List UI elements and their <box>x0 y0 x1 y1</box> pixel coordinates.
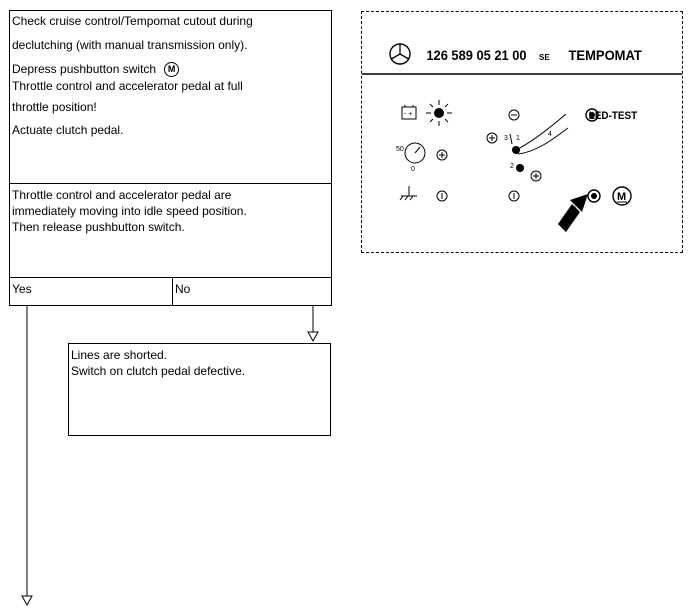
terminal-icon <box>437 191 447 201</box>
switch-button-icon <box>588 190 600 202</box>
step-text-1: Check cruise control/Tempomat cutout during <box>12 14 253 28</box>
step-text-3 <box>12 62 179 77</box>
part-number: 126 589 05 21 00 <box>426 47 527 64</box>
m-switch-icon <box>613 187 631 205</box>
result-text-2: immediately moving into idle speed position. <box>12 204 247 218</box>
fault-box <box>68 343 331 436</box>
pointer-arrow-icon <box>558 194 588 232</box>
svg-text:2: 2 <box>510 163 514 170</box>
step-text-3-label: Depress pushbutton switch <box>12 62 157 76</box>
branch-divider <box>10 277 331 278</box>
fault-text-2: Switch on clutch pedal defective. <box>71 364 246 378</box>
check-step-box <box>9 10 332 306</box>
svg-text:1: 1 <box>516 135 520 142</box>
speedometer-icon <box>396 143 425 173</box>
svg-text:3: 3 <box>504 135 508 142</box>
led-test-label: LED-TEST <box>588 110 638 123</box>
mercedes-star-icon <box>390 44 410 64</box>
pushbutton-switch-icon: M <box>164 62 179 77</box>
trim-potentiometer-icon <box>487 114 568 181</box>
ground-icon <box>400 186 417 200</box>
svg-text:0: 0 <box>411 166 415 173</box>
step-text-4: Throttle control and accelerator pedal at full <box>12 79 243 93</box>
tempomat-unit-panel <box>361 11 683 253</box>
fault-text-1: Lines are shorted. <box>71 348 168 362</box>
svg-text:M: M <box>617 191 627 203</box>
terminal-icon <box>509 191 519 201</box>
branch-no-label: No <box>175 282 191 296</box>
battery-icon <box>402 105 416 119</box>
part-suffix: SE <box>539 53 550 62</box>
branch-split <box>172 277 173 305</box>
terminal-icon <box>437 150 447 160</box>
no-arrow-head <box>308 332 318 341</box>
svg-text:4: 4 <box>548 131 552 138</box>
step-text-5: throttle position! <box>12 100 97 114</box>
tempomat-unit-drawing <box>362 12 682 252</box>
result-text-1: Throttle control and accelerator pedal are <box>12 188 232 202</box>
step-divider <box>10 183 331 184</box>
svg-text:- +: - + <box>404 111 413 118</box>
branch-yes-label: Yes <box>12 282 32 296</box>
step-text-6: Actuate clutch pedal. <box>12 123 124 137</box>
terminal-icon <box>509 110 519 120</box>
led-lit-icon <box>426 100 452 126</box>
svg-text:50: 50 <box>396 146 404 153</box>
yes-arrow-head <box>22 596 32 605</box>
tempomat-title: TEMPOMAT <box>568 47 642 64</box>
result-text-3: Then release pushbutton switch. <box>12 220 185 234</box>
step-text-2: declutching (with manual transmission only). <box>12 38 248 52</box>
